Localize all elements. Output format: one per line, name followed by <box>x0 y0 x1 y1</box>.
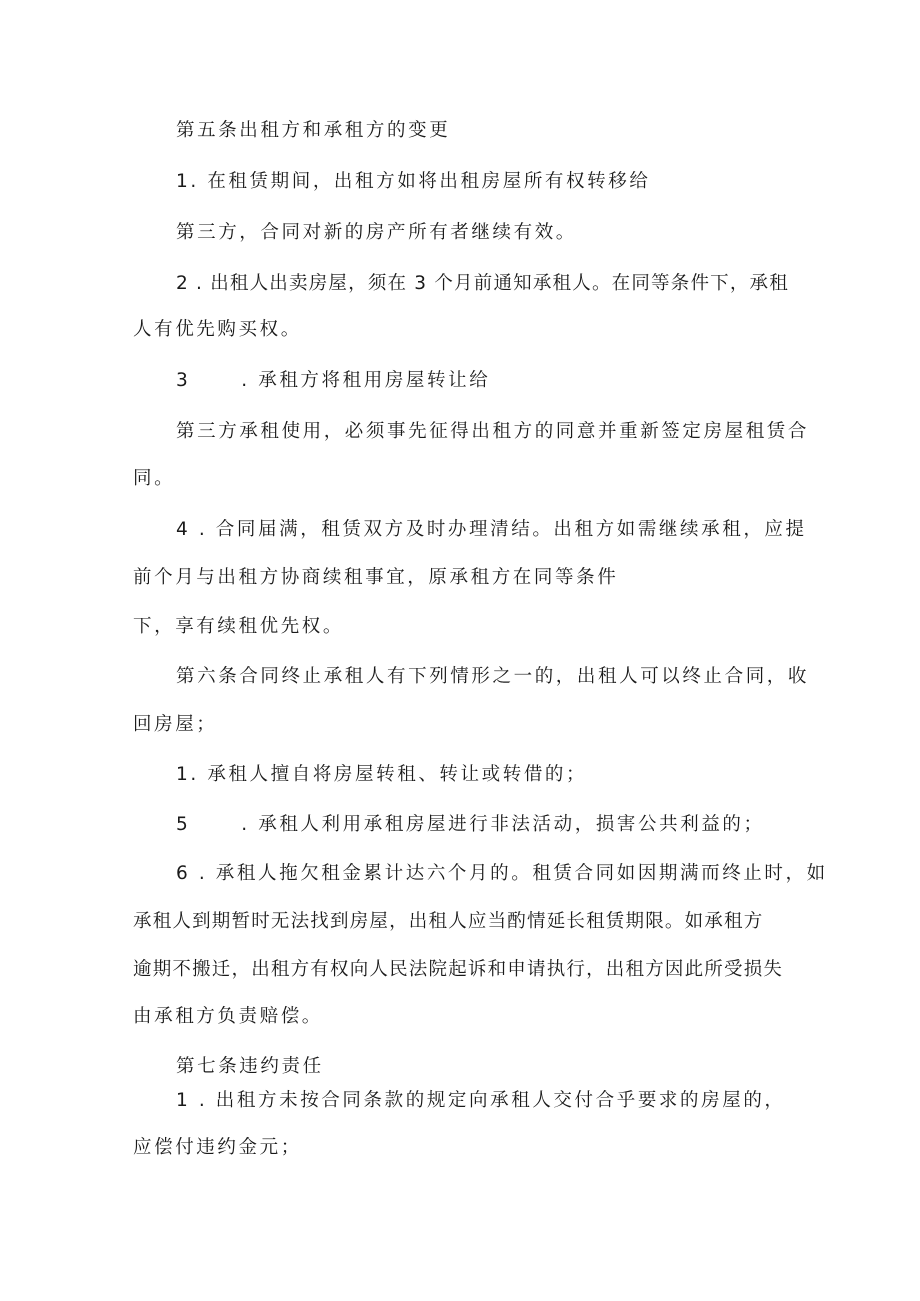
paragraph-line: 2 . 出租人出卖房屋，须在 3 个月前通知承租人。在同等条件下，承租 <box>176 273 789 294</box>
article-6-heading: 第六条合同终止承租人有下列情形之一的，出租人可以终止合同，收 <box>176 666 810 687</box>
paragraph-line: 回房屋； <box>133 714 218 735</box>
paragraph-line: 同。 <box>133 468 176 489</box>
paragraph-line: 承租人到期暂时无法找到房屋，出租人应当酌情延长租赁期限。如承租方 <box>133 911 764 932</box>
paragraph-line: 6 . 承租人拖欠租金累计达六个月的。租赁合同如因期满而终止时，如 <box>176 863 828 884</box>
paragraph-line: 5 . 承租人利用承租房屋进行非法活动，损害公共利益的； <box>176 814 765 835</box>
article-5-heading: 第五条出租方和承租方的变更 <box>176 120 451 141</box>
paragraph-line: 1 . 出租方未按合同条款的规定向承租人交付合乎要求的房屋的， <box>176 1090 786 1111</box>
paragraph-line: 人有优先购买权。 <box>133 319 302 340</box>
paragraph-line: 3 . 承租方将租用房屋转让给 <box>176 370 491 391</box>
paragraph-line: 1. 承租人擅自将房屋转租、转让或转借的； <box>176 764 588 785</box>
paragraph-line: 前个月与出租方协商续租事宜，原承租方在同等条件 <box>133 567 619 588</box>
paragraph-line: 逾期不搬迁，出租方有权向人民法院起诉和申请执行，出租方因此所受损失 <box>133 959 784 980</box>
paragraph-line: 第三方，合同对新的房产所有者继续有效。 <box>176 222 577 243</box>
paragraph-line: 下，享有续租优先权。 <box>133 616 345 637</box>
article-7-heading: 第七条违约责任 <box>176 1056 324 1077</box>
paragraph-line: 由承租方负责赔偿。 <box>133 1006 323 1027</box>
paragraph-line: 4 . 合同届满，租赁双方及时办理清结。出租方如需继续承租，应提 <box>176 519 807 540</box>
paragraph-line: 1. 在租赁期间，出租方如将出租房屋所有权转移给 <box>176 171 651 192</box>
paragraph-line: 第三方承租使用，必须事先征得出租方的同意并重新签定房屋租赁合 <box>176 421 810 442</box>
paragraph-line: 应偿付违约金元； <box>133 1137 302 1158</box>
